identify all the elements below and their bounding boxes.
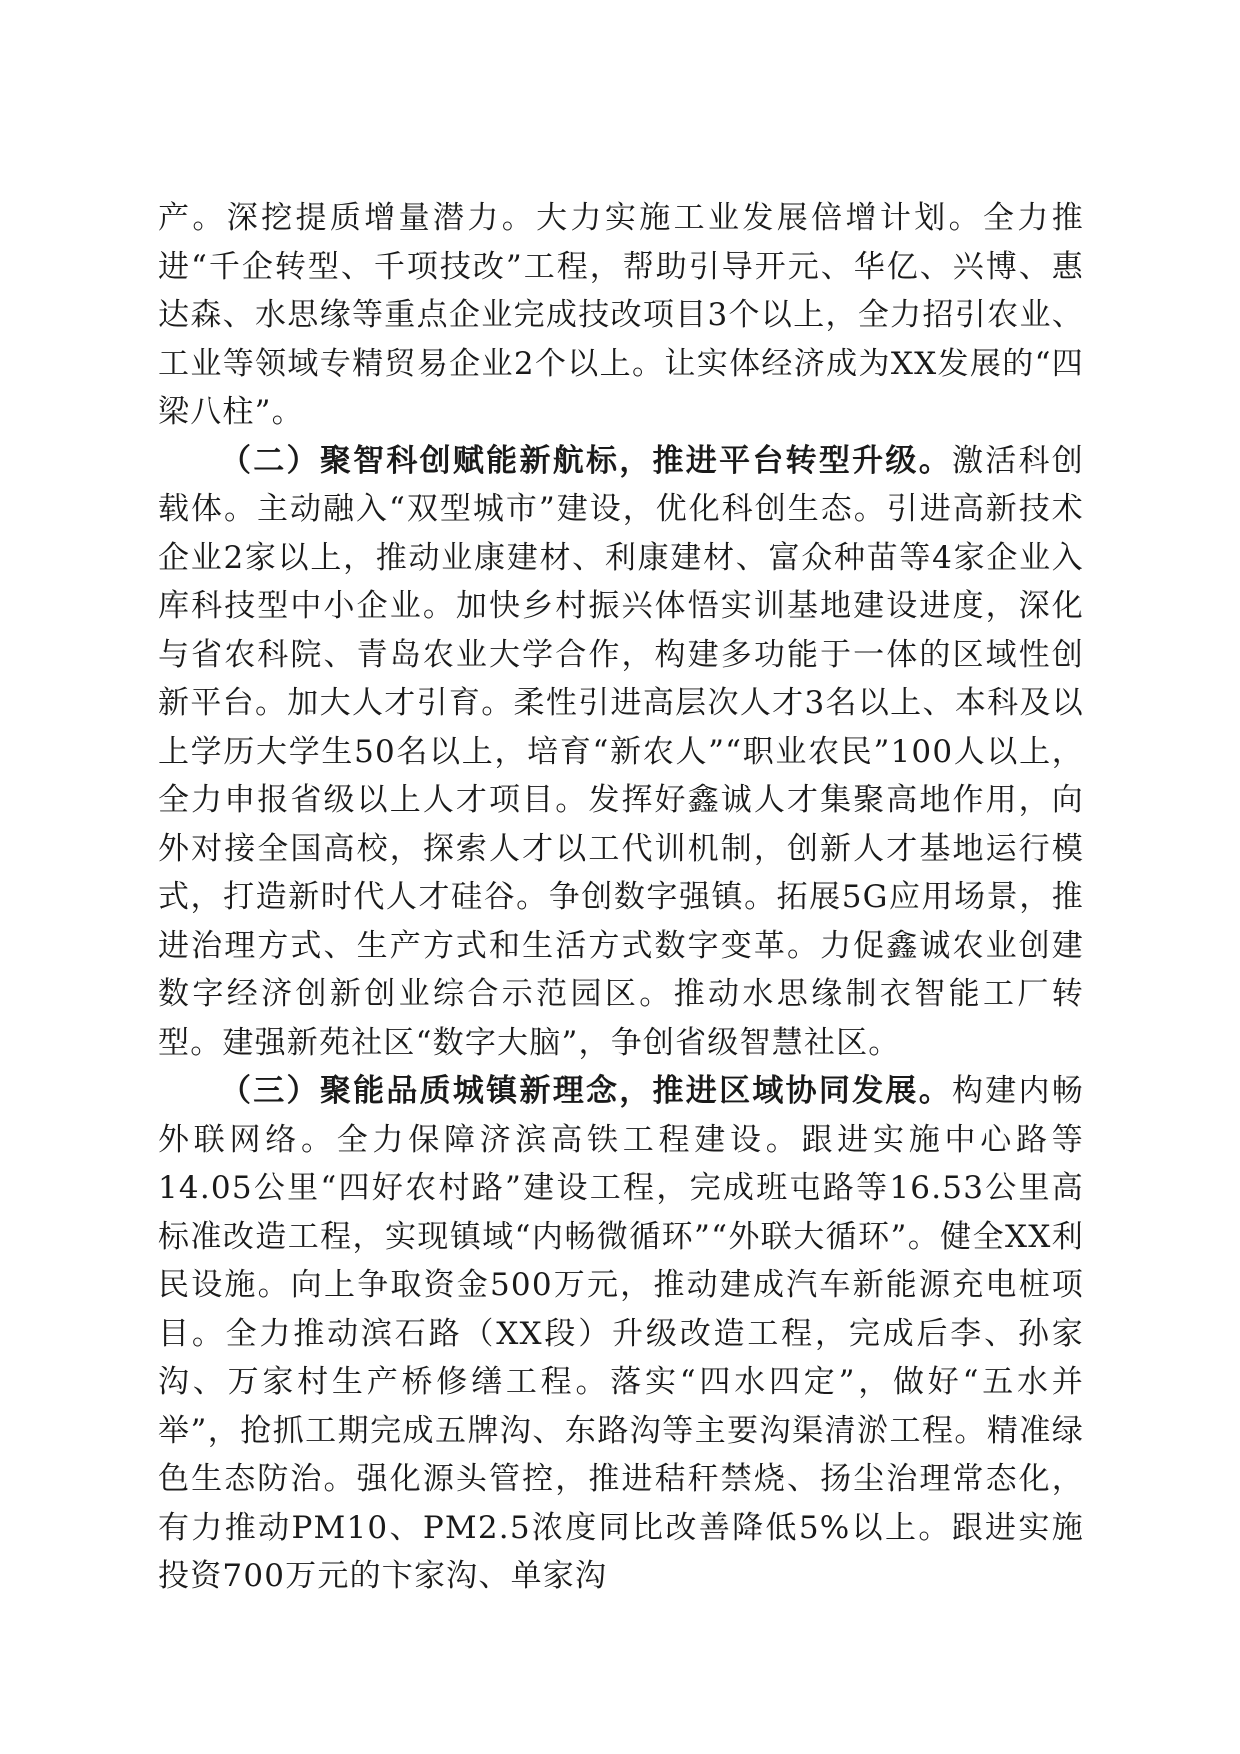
paragraph-3-body: 构建内畅外联网络。全力保障济滨高铁工程建设。跟进实施中心路等14.05公里“四好农村路”建设工程，完成班屯路等16.53公里高标准改造工程，实现镇域“内畅微循环”“外联大循环”。健全XX利民设施。向上争取资金500万元，推动建成汽车新能源充电桩项目。全力推动滨石路（XX段）升级改造工程，完成后李、孙家沟、万家村生产桥修缮工程。落实“四水四定”，做好“五水并举”，抢抓工期完成五牌沟、东路沟等主要沟渠清淤工程。精准绿色生态防治。强化源头管控，推进秸秆禁烧、扬尘治理常态化，有力推动PM10、PM2.5浓度同比改善降低5%以上。跟进实施投资700万元的卞家沟、单家沟	[158, 1073, 1084, 1594]
paragraph-1	[158, 194, 1084, 437]
paragraph-3	[158, 1067, 1084, 1601]
section-heading-2: （二）聚智科创赋能新航标，推进平台转型升级。	[220, 442, 952, 479]
paragraph-1-body: 产。深挖提质增量潜力。大力实施工业发展倍增计划。全力推进“千企转型、千项技改”工程，帮助引导开元、华亿、兴博、惠达森、水思缘等重点企业完成技改项目3个以上，全力招引农业、工业等领域专精贸易企业2个以上。让实体经济成为XX发展的“四梁八柱”。	[158, 200, 1084, 430]
paragraph-2	[158, 437, 1084, 1068]
section-heading-3: （三）聚能品质城镇新理念，推进区域协同发展。	[220, 1073, 952, 1109]
document-body	[158, 194, 1084, 1601]
paragraph-2-body: 激活科创载体。主动融入“双型城市”建设，优化科创生态。引进高新技术企业2家以上，推动业康建材、利康建材、富众种苗等4家企业入库科技型中小企业。加快乡村振兴体悟实训基地建设进度，深化与省农科院、青岛农业大学合作，构建多功能于一体的区域性创新平台。加大人才引育。柔性引进高层次人才3名以上、本科及以上学历大学生50名以上，培育“新农人”“职业农民”100人以上，全力申报省级以上人才项目。发挥好鑫诚人才集聚高地作用，向外对接全国高校，探索人才以工代训机制，创新人才基地运行模式，打造新时代人才硅谷。争创数字强镇。拓展5G应用场景，推进治理方式、生产方式和生活方式数字变革。力促鑫诚农业创建数字经济创新创业综合示范园区。推动水思缘制衣智能工厂转型。建强新苑社区“数字大脑”，争创省级智慧社区。	[158, 442, 1084, 1061]
